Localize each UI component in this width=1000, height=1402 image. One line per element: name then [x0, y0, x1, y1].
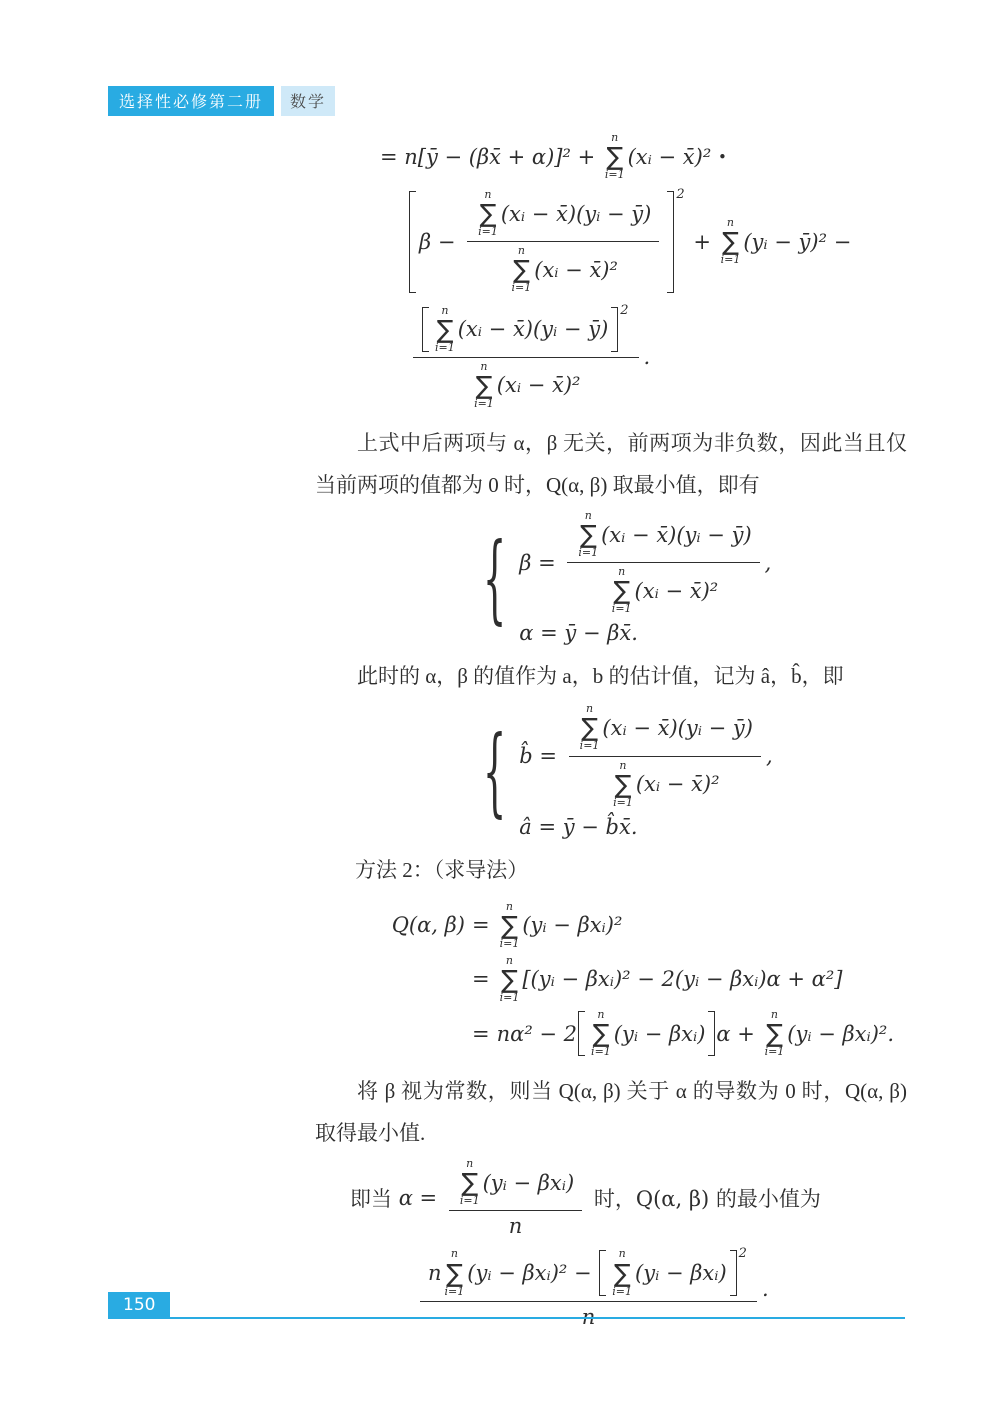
equals-sign: =: [472, 1021, 490, 1046]
sum-lower-limit: i=1: [478, 225, 498, 239]
sum-upper-limit: n: [484, 188, 492, 202]
math-text: (xᵢ − x̄)(yᵢ − ȳ): [457, 317, 609, 342]
fraction-denominator: [471, 358, 580, 410]
system-row: [519, 510, 771, 615]
summation: [478, 189, 498, 238]
math-text: (xᵢ − x̄)²: [635, 772, 720, 797]
math-text: β −: [419, 229, 463, 254]
left-curly-brace: {: [482, 520, 507, 635]
math-text: [(yᵢ − βxᵢ)² − 2(yᵢ − βxᵢ)α + α²]: [522, 967, 843, 992]
summation: [460, 1158, 480, 1207]
sigma-symbol: ∑: [501, 964, 518, 994]
fraction: [467, 189, 659, 294]
summation: [445, 1248, 465, 1297]
math-text: −: [567, 1261, 599, 1286]
math-text: .: [761, 1276, 769, 1301]
math-text: (yᵢ − ȳ)² −: [743, 229, 852, 254]
system-rows: [519, 703, 772, 838]
text-run: 即当: [350, 1187, 399, 1212]
summation: [765, 1009, 785, 1058]
tall-right-bracket: [730, 1250, 737, 1295]
math-text: â = ȳ − b̂x̄.: [519, 814, 638, 839]
equation-b-line3: [375, 1009, 915, 1058]
sum-upper-limit: n: [517, 244, 525, 258]
sigma-symbol: ∑: [766, 1019, 783, 1049]
sigma-symbol: ∑: [613, 1258, 631, 1288]
sigma-symbol: ∑: [512, 255, 530, 285]
math-text: α = ȳ − βx̄.: [519, 621, 638, 646]
page-number-badge: 150: [108, 1292, 170, 1319]
equation-system-bhat-ahat: [480, 703, 915, 838]
system-row: [519, 621, 638, 645]
sum-lower-limit: i=1: [604, 168, 625, 182]
fraction-numerator: [567, 510, 759, 563]
equation-system-beta-alpha: [480, 510, 915, 645]
method-heading: 方法 2：（求导法）: [355, 857, 529, 882]
sigma-symbol: ∑: [613, 576, 631, 606]
sum-upper-limit: n: [505, 953, 514, 967]
footer-rule: [170, 1317, 905, 1319]
summation: [605, 132, 625, 181]
sum-lower-limit: i=1: [613, 795, 633, 809]
equation-b-line2: [375, 955, 915, 1004]
math-text: (yᵢ − βxᵢ)².: [787, 1021, 895, 1046]
sum-upper-limit: n: [450, 1247, 458, 1261]
equals-sign: =: [472, 913, 490, 938]
left-curly-brace: {: [482, 714, 507, 828]
summation: [474, 361, 494, 410]
math-text: (xᵢ − x̄)(yᵢ − ȳ): [602, 715, 753, 740]
fraction-denominator: [509, 242, 618, 294]
sum-upper-limit: n: [584, 508, 592, 522]
tall-left-bracket: [578, 1011, 585, 1056]
math-text: (xᵢ − x̄)(yᵢ − ȳ): [500, 201, 652, 226]
sum-lower-limit: i=1: [764, 1045, 785, 1059]
sigma-symbol: ∑: [579, 520, 597, 550]
subject-badge: 数学: [281, 86, 335, 116]
math-text: n: [428, 1261, 442, 1286]
sum-lower-limit: i=1: [611, 602, 632, 616]
math-text: α +: [716, 1021, 762, 1046]
sum-lower-limit: i=1: [612, 1284, 633, 1298]
page-footer: [108, 1292, 905, 1319]
math-text: (yᵢ − βxᵢ): [613, 1021, 706, 1046]
math-text: (yᵢ − βxᵢ): [482, 1170, 575, 1195]
math-text: (xᵢ − x̄)²: [627, 144, 718, 169]
sum-lower-limit: i=1: [459, 1194, 480, 1208]
math-text: (xᵢ − x̄)(yᵢ − ȳ): [601, 522, 752, 547]
math-text: ,: [764, 550, 772, 575]
math-text: (yᵢ − βxᵢ): [635, 1261, 727, 1286]
fraction: [567, 510, 759, 615]
tall-right-bracket: [611, 307, 618, 352]
sum-upper-limit: n: [770, 1008, 778, 1022]
page-content: [315, 118, 915, 1329]
math-text: (xᵢ − x̄)²: [534, 257, 618, 282]
equation-a-line2: [408, 189, 915, 294]
paragraph: 将 β 视为常数，则当 Q(α, β) 关于 α 的导数为 0 时，Q(α, β) 取得最小值.: [315, 1079, 907, 1146]
series-badge: 选择性必修第二册: [108, 86, 274, 116]
fraction-numerator: [569, 703, 761, 756]
sum-upper-limit: n: [505, 899, 514, 913]
sum-upper-limit: n: [611, 131, 619, 144]
summation: [512, 245, 532, 294]
sum-upper-limit: n: [618, 1247, 626, 1261]
equation-a-line1: [380, 132, 915, 181]
sum-lower-limit: i=1: [591, 1045, 611, 1059]
paragraph: 上式中后两项与 α，β 无关，前两项为非负数，因此当且仅当前两项的值都为 0 时，Q(α, β) 取最小值，即有: [315, 430, 907, 497]
sum-lower-limit: i=1: [444, 1284, 465, 1298]
summation: [435, 305, 455, 354]
tall-left-bracket: [422, 307, 429, 352]
sigma-symbol: ∑: [436, 314, 454, 344]
math-text: (yᵢ − βxᵢ)²: [467, 1261, 568, 1286]
sum-upper-limit: n: [480, 359, 488, 373]
fraction-denominator: [610, 757, 719, 809]
summation: [613, 760, 633, 809]
summation: [578, 510, 598, 559]
multiplication-dot: •: [717, 147, 727, 166]
paragraph: 此时的 α，β 的值作为 a，b 的估计值，记为 â，b̂，即: [357, 664, 844, 689]
math-text: (xᵢ − x̄)²: [634, 578, 719, 603]
fraction-denominator: [609, 563, 718, 615]
sum-lower-limit: i=1: [499, 936, 520, 950]
fraction-denominator: [509, 1211, 523, 1238]
math-text: ,: [765, 744, 773, 768]
bracket-superscript: 2: [738, 1246, 747, 1262]
sum-lower-limit: i=1: [579, 739, 600, 753]
sigma-symbol: ∑: [479, 199, 497, 229]
summation: [500, 901, 520, 950]
system-row: [519, 815, 637, 839]
system-row: [519, 703, 772, 808]
sum-upper-limit: n: [441, 303, 449, 317]
summation: [612, 566, 632, 615]
tall-right-bracket: [667, 191, 674, 292]
fraction-numerator: [449, 1158, 582, 1211]
math-text: +: [686, 229, 718, 254]
summation: [500, 955, 520, 1004]
fraction: [569, 703, 761, 808]
sigma-symbol: ∑: [501, 910, 518, 940]
text-run: 时，Q(α, β) 的最小值为: [587, 1187, 821, 1212]
fraction-numerator: [413, 302, 639, 358]
summation: [591, 1009, 611, 1058]
sigma-symbol: ∑: [606, 142, 624, 172]
math-text: = n[ȳ − (βx̄ + α)]² +: [380, 144, 602, 169]
summation: [612, 1248, 632, 1297]
math-text: α =: [398, 1186, 444, 1211]
sum-upper-limit: n: [585, 702, 594, 716]
sum-lower-limit: i=1: [435, 340, 455, 354]
math-text: nα² − 2: [496, 1021, 578, 1046]
math-text: Q(α, β): [391, 913, 465, 938]
sigma-symbol: ∑: [614, 769, 632, 799]
tall-right-bracket: [708, 1011, 715, 1056]
equation-b-line1: [375, 901, 915, 950]
bracket-superscript: 2: [676, 187, 685, 203]
tall-left-bracket: [599, 1250, 606, 1295]
equals-sign: =: [472, 967, 490, 992]
fraction: [449, 1158, 582, 1238]
sum-lower-limit: i=1: [578, 546, 599, 560]
math-text: (yᵢ − βxᵢ)²: [522, 913, 623, 938]
sum-upper-limit: n: [618, 565, 626, 579]
sigma-symbol: ∑: [461, 1168, 479, 1198]
bracket-superscript: 2: [620, 302, 629, 318]
fraction-numerator: [467, 189, 659, 242]
sum-lower-limit: i=1: [511, 281, 532, 295]
sum-upper-limit: n: [597, 1008, 605, 1022]
sum-upper-limit: n: [726, 216, 734, 230]
summation: [580, 703, 600, 752]
math-text: b̂ =: [519, 744, 564, 768]
sigma-symbol: ∑: [592, 1019, 610, 1049]
sigma-symbol: ∑: [581, 713, 598, 743]
math-text: (xᵢ − x̄)²: [496, 373, 581, 398]
page-header: [108, 86, 335, 116]
sum-lower-limit: i=1: [499, 990, 520, 1004]
equation-a-line3: [408, 302, 915, 410]
sigma-symbol: ∑: [722, 227, 739, 257]
sum-upper-limit: n: [619, 758, 627, 772]
math-text: n: [508, 1214, 523, 1239]
equation-c-line: [350, 1158, 915, 1238]
sum-upper-limit: n: [466, 1157, 474, 1171]
fraction: [413, 302, 639, 410]
sigma-symbol: ∑: [445, 1258, 463, 1288]
math-text: β =: [519, 550, 563, 575]
system-rows: [519, 510, 771, 645]
summation: [721, 217, 741, 266]
sum-lower-limit: i=1: [474, 396, 494, 410]
math-text: .: [643, 345, 651, 370]
sum-lower-limit: i=1: [720, 253, 741, 267]
sigma-symbol: ∑: [475, 370, 493, 400]
tall-left-bracket: [409, 191, 416, 292]
